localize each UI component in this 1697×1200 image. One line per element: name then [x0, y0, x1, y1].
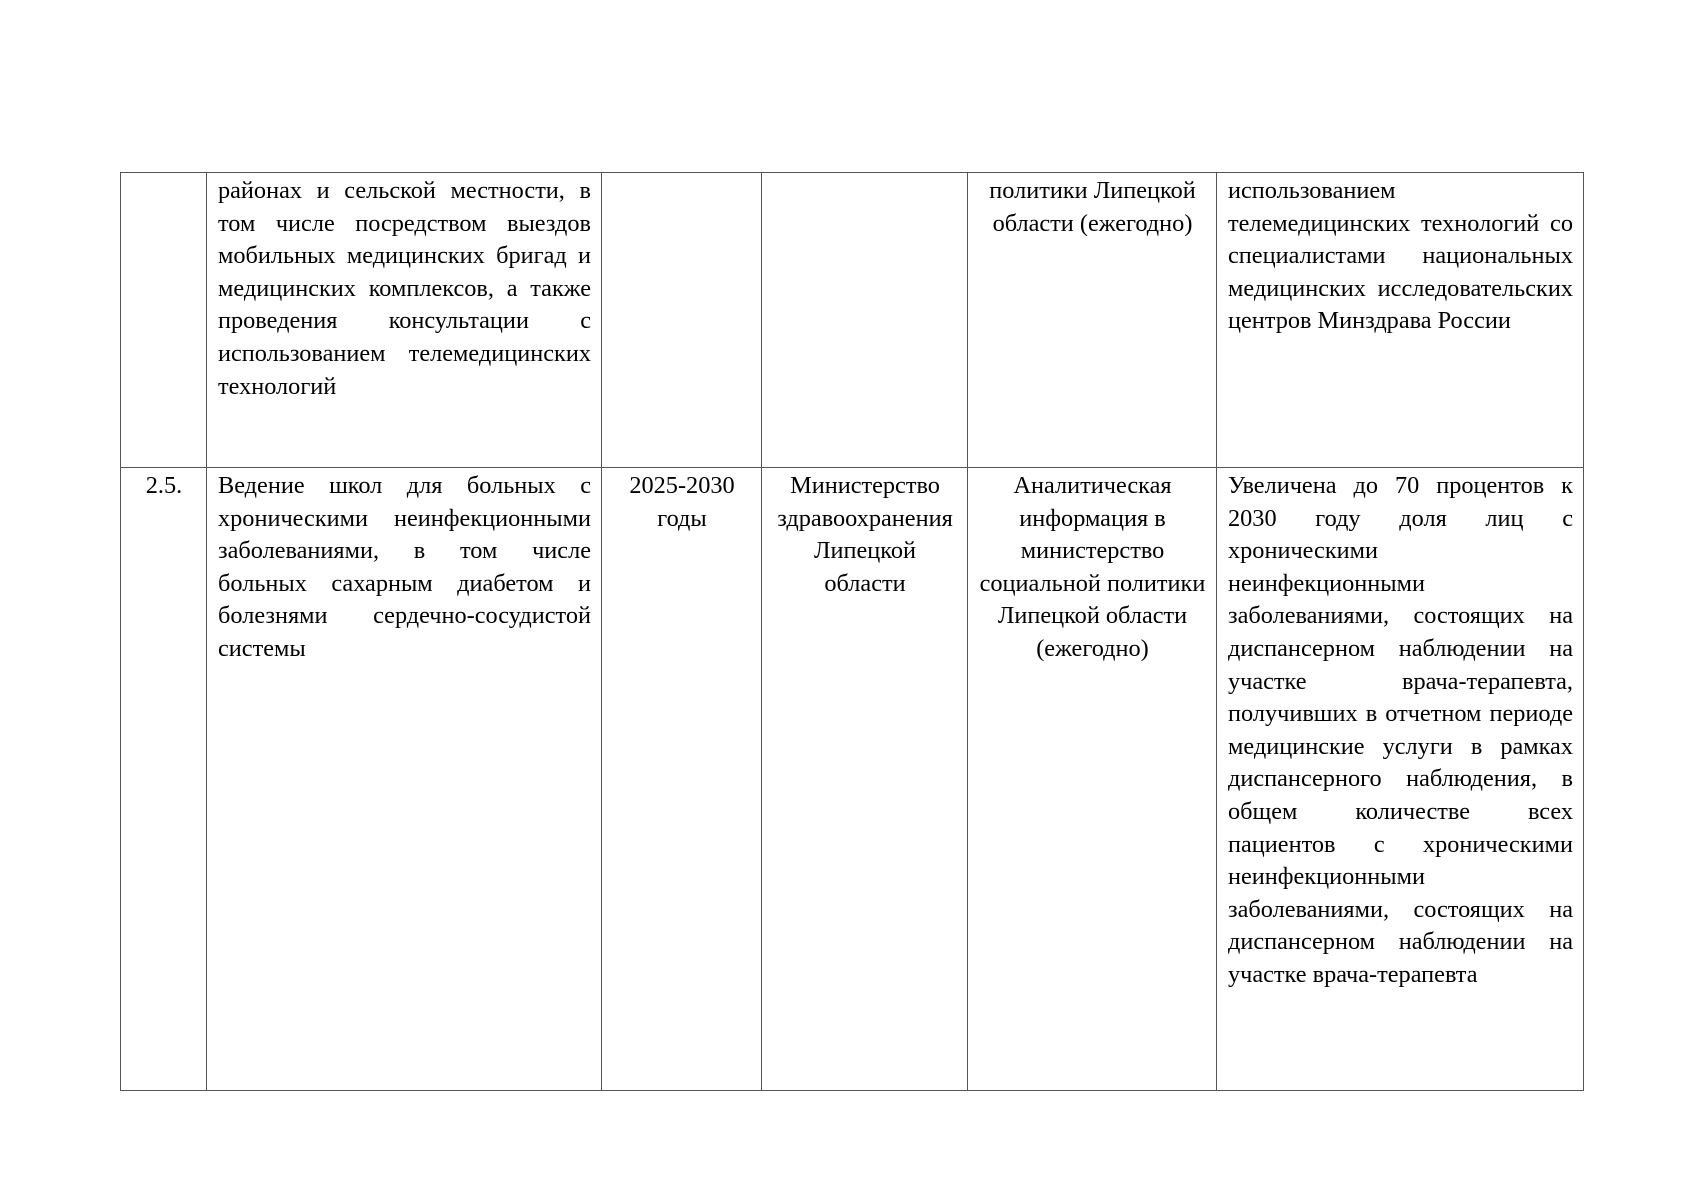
- cell-activity: [207, 173, 602, 468]
- cell-period: 2025-2030 годы: [602, 468, 762, 1091]
- cell-responsible: Министерство здравоохранения Липецкой области: [762, 468, 968, 1091]
- activity-text: Ведение школ для больных с хроническими неинфекционными заболеваниями, в том числе больных сахарным диабетом и болезнями сердечно-сосудистой системы: [218, 472, 591, 662]
- cell-reporting: политики Липецкой области (ежегодно): [968, 173, 1217, 468]
- measures-table: [120, 172, 1584, 1091]
- activity-text: районах и сельской местности, в том числе посредством выездов мобильных медицинских бригад и медицинских комплексов, а также проведения консультации с использованием телемедицинских технологий: [218, 177, 591, 400]
- cell-result: [1217, 468, 1584, 1091]
- cell-number: [121, 173, 207, 468]
- result-text: Увеличена до 70 процентов к 2030 году доля лиц с хроническими неинфекционными заболеваниями, состоящих на диспансерном наблюдении на участке врача-терапевта, получивших в отчетном периоде медицинские услуги в рамках диспансерного наблюдения, в общем количестве всех пациентов с хроническими неинфекционными заболеваниями, состоящих на диспансерном наблюдении на участке врача-терапевта: [1228, 472, 1573, 988]
- cell-activity: [207, 468, 602, 1091]
- cell-period: [602, 173, 762, 468]
- cell-result: [1217, 173, 1584, 468]
- table-row: [121, 468, 1584, 1091]
- cell-number: 2.5.: [121, 468, 207, 1091]
- result-text: использованием телемедицинских технологий со специалистами национальных медицинских исследовательских центров Минздрава России: [1228, 177, 1573, 335]
- cell-reporting: Аналитическая информация в министерство социальной политики Липецкой области (ежегодно): [968, 468, 1217, 1091]
- table-row: [121, 173, 1584, 468]
- cell-responsible: [762, 173, 968, 468]
